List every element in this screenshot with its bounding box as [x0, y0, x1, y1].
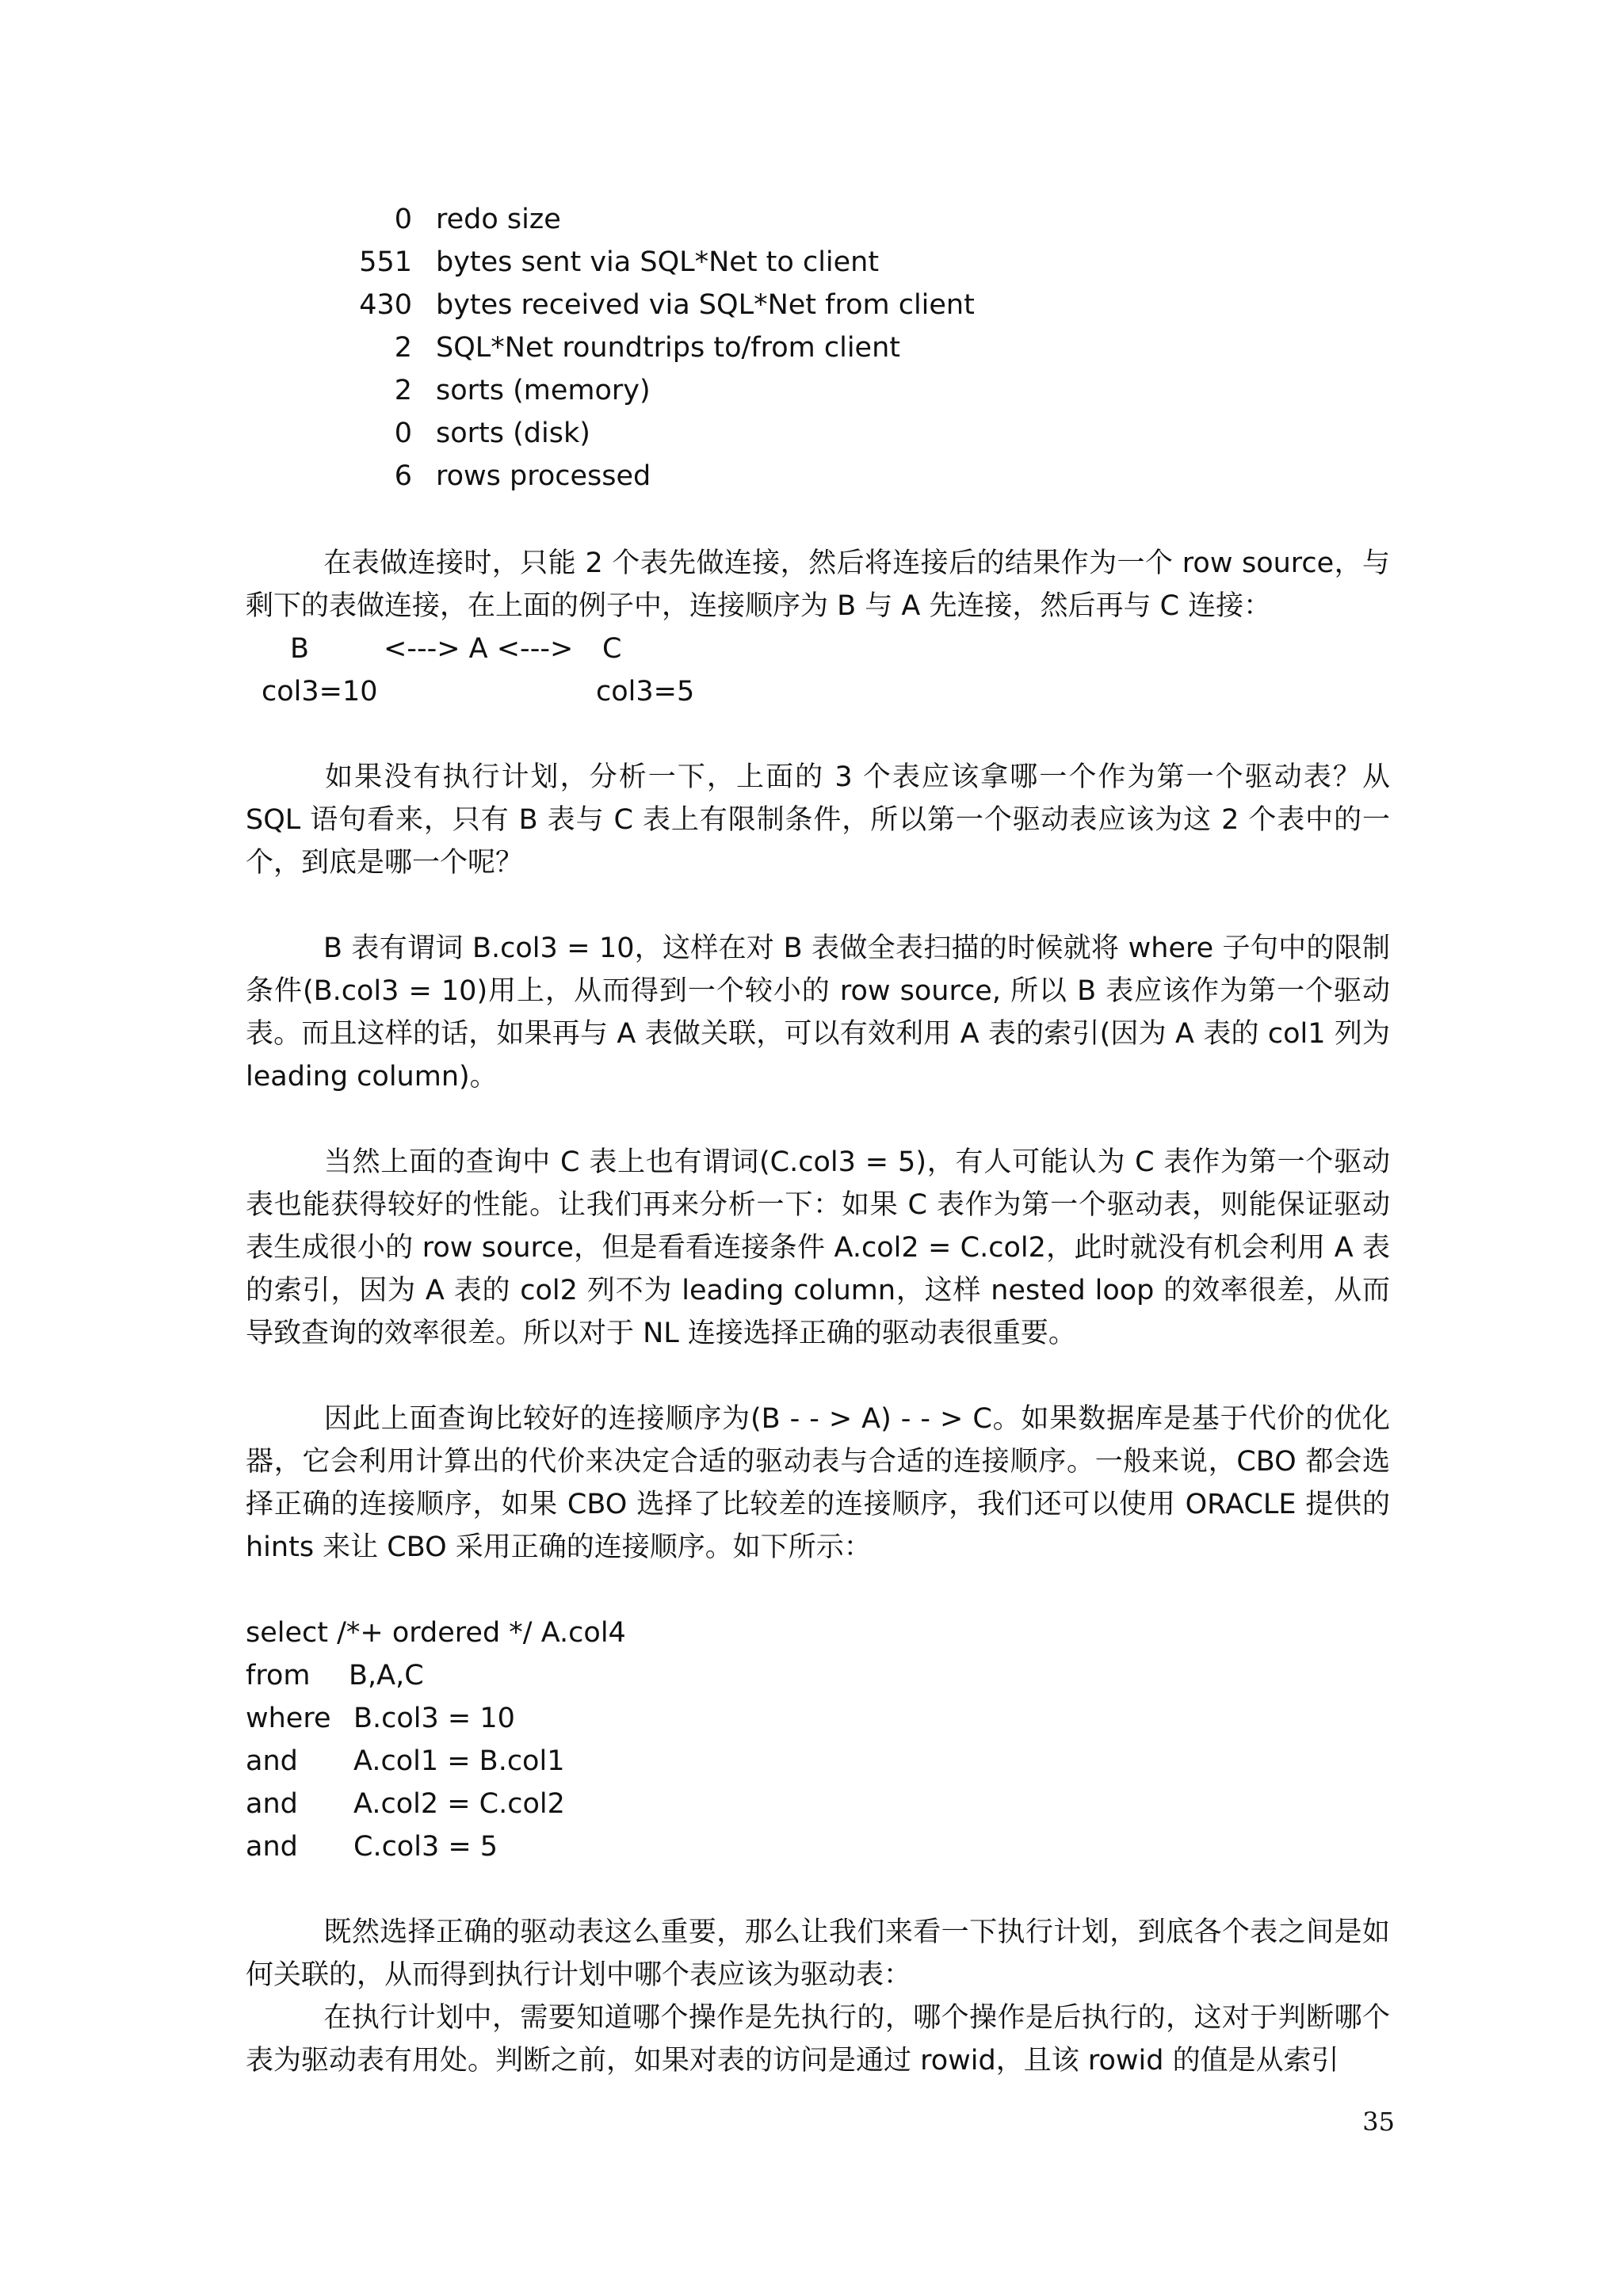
join-condition-b: col3=10	[262, 676, 378, 707]
paragraph-execution-order	[246, 1997, 1390, 2082]
stat-label: sorts (memory)	[436, 375, 651, 406]
join-arrows: <---> A <--->	[384, 633, 574, 665]
sql-keyword: and	[246, 1788, 298, 1820]
stat-label: rows processed	[436, 460, 651, 492]
stat-value: 6	[394, 460, 412, 492]
stat-label: redo size	[436, 204, 561, 235]
sql-clause: A.col2 = C.col2	[353, 1788, 565, 1820]
paragraph-text: 当然上面的查询中 C 表上也有谓词(C.col3 = 5)，有人可能认为 C 表作为第一个驱动表也能获得较好的性能。让我们再来分析一下：如果 C 表作为第一个驱动表，则能保证驱动表生成很小的 row source，但是看看连接条件 A.col2 = C.col2，此时就没有机会利用 A 表的索引，因为 A 表的 col2 列不为 leading column，这样 nested loop 的效率很差，从而导致查询的效率很差。所以对于 NL 连接选择正确的驱动表很重要。	[246, 1146, 1390, 1349]
sql-keyword: and	[246, 1745, 298, 1777]
stat-value: 551	[359, 246, 412, 278]
paragraph-text: 因此上面查询比较好的连接顺序为(B - - > A) - - > C。如果数据库是基于代价的优化器，它会利用计算出的代价来决定合适的驱动表与合适的连接顺序。一般来说，CBO 都会选择正确的连接顺序，如果 CBO 选择了比较差的连接顺序，我们还可以使用 ORACLE 提供的 hints 来让 CBO 采用正确的连接顺序。如下所示：	[246, 1403, 1390, 1563]
sql-select-line: select /*+ ordered */ A.col4	[246, 1617, 626, 1649]
paragraph-join-order-hint	[246, 1398, 1390, 1569]
stat-value: 0	[394, 204, 412, 235]
paragraph-execution-plan-intro	[246, 1911, 1390, 1997]
paragraph-text: 在表做连接时，只能 2 个表先做连接，然后将连接后的结果作为一个 row source，与剩下的表做连接，在上面的例子中，连接顺序为 B 与 A 先连接，然后再与 C 连接：	[246, 547, 1390, 622]
stat-label: bytes received via SQL*Net from client	[436, 289, 975, 321]
paragraph-text: 既然选择正确的驱动表这么重要，那么让我们来看一下执行计划，到底各个表之间是如何关联的，从而得到执行计划中哪个表应该为驱动表：	[246, 1917, 1390, 1991]
stat-label: SQL*Net roundtrips to/from client	[436, 332, 900, 364]
join-table-c: C	[602, 633, 622, 665]
stat-value: 430	[359, 289, 412, 321]
sql-clause: C.col3 = 5	[353, 1831, 498, 1863]
paragraph-b-predicate	[246, 927, 1390, 1098]
stat-label: bytes sent via SQL*Net to client	[436, 246, 880, 278]
paragraph-text: B 表有谓词 B.col3 = 10，这样在对 B 表做全表扫描的时候就将 where 子句中的限制条件(B.col3 = 10)用上，从而得到一个较小的 row source, 所以 B 表应该作为第一个驱动表。而且这样的话，如果再与 A 表做关联，可以有效利用 A 表的索引(因为 A 表的 col1 列为 leading column)。	[246, 933, 1390, 1093]
join-table-b: B	[290, 633, 310, 665]
paragraph-text: 如果没有执行计划，分析一下，上面的 3 个表应该拿哪一个作为第一个驱动表？从 SQL 语句看来，只有 B 表与 C 表上有限制条件，所以第一个驱动表应该为这 2 个表中的一个，到底是哪一个呢？	[246, 761, 1390, 879]
sql-keyword: where	[246, 1703, 331, 1734]
stat-label: sorts (disk)	[436, 418, 590, 449]
paragraph-join-order	[246, 542, 1390, 627]
page-number: 35	[1362, 2107, 1395, 2137]
stat-value: 0	[394, 418, 412, 449]
paragraph-c-predicate	[246, 1141, 1390, 1355]
stat-value: 2	[394, 375, 412, 406]
sql-keyword: and	[246, 1831, 298, 1863]
join-condition-c: col3=5	[596, 676, 695, 707]
sql-clause: B,A,C	[349, 1660, 424, 1691]
paragraph-text: 在执行计划中，需要知道哪个操作是先执行的，哪个操作是后执行的，这对于判断哪个表为驱动表有用处。判断之前，如果对表的访问是通过 rowid，且该 rowid 的值是从索引	[246, 2002, 1390, 2077]
paragraph-driving-table-question	[246, 756, 1390, 884]
sql-clause: A.col1 = B.col1	[353, 1745, 565, 1777]
stat-value: 2	[394, 332, 412, 364]
sql-clause: B.col3 = 10	[353, 1703, 515, 1734]
sql-keyword: from	[246, 1660, 311, 1691]
